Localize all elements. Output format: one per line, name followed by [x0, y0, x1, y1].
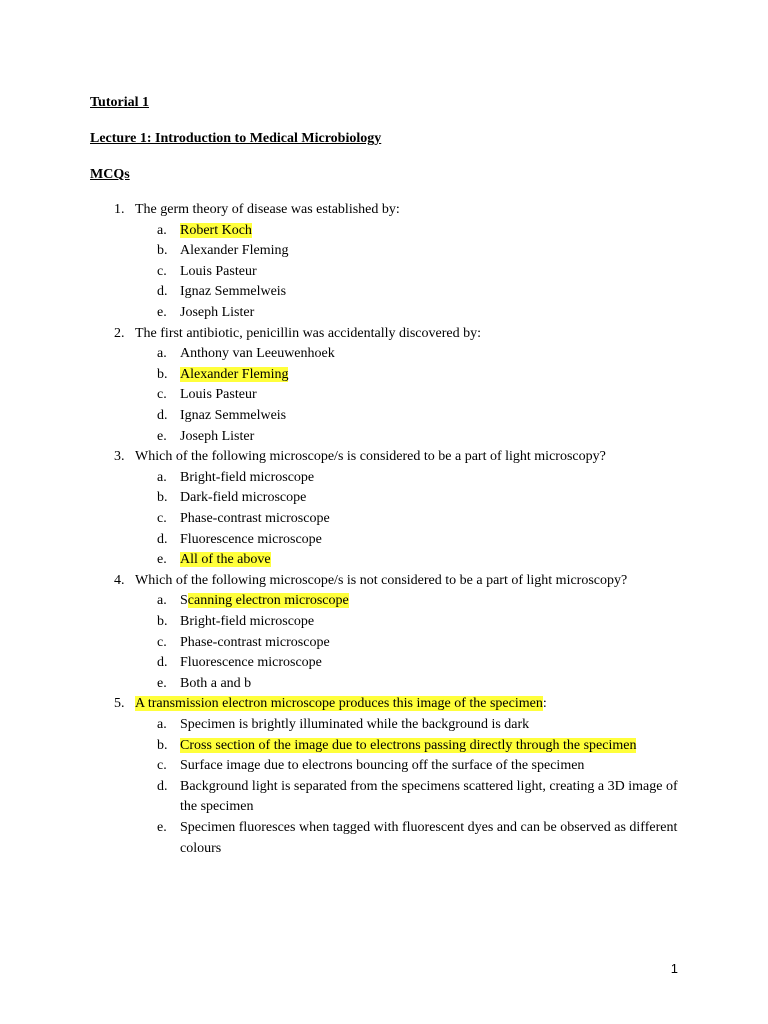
option-a	[0, 715, 768, 736]
option-letter: c.	[157, 387, 167, 403]
question-text: The first antibiotic, penicillin was accidentally discovered by:	[135, 325, 482, 341]
option-text-highlighted: canning electron microscope	[187, 593, 349, 609]
question-5	[0, 694, 768, 859]
option-text: Both a and b	[180, 675, 252, 691]
option-c	[0, 756, 768, 777]
option-letter: a.	[157, 593, 167, 609]
option-text-highlighted: Cross section of the image due to electrons passing directly through the specimen	[180, 737, 637, 753]
option-text-highlighted: Robert Koch	[180, 222, 252, 238]
question-number: 1.	[114, 202, 125, 217]
option-e	[0, 818, 768, 859]
option-letter: a.	[157, 346, 167, 362]
option-b	[0, 612, 768, 633]
option-letter: a.	[157, 469, 167, 485]
option-b	[0, 736, 768, 757]
option-d	[0, 406, 768, 427]
options-list	[0, 468, 768, 571]
option-b	[0, 488, 768, 509]
option-letter: e.	[157, 819, 167, 835]
option-e	[0, 303, 768, 324]
option-text-highlighted: All of the above	[180, 552, 271, 568]
options-list	[0, 221, 768, 324]
option-letter: c.	[157, 510, 167, 526]
question-text: The germ theory of disease was established by:	[135, 202, 400, 217]
option-letter: e.	[157, 552, 167, 568]
option-text: Alexander Fleming	[180, 243, 289, 259]
option-letter: b.	[157, 737, 168, 753]
option-letter: d.	[157, 407, 168, 423]
option-c	[0, 633, 768, 654]
option-letter: a.	[157, 716, 167, 732]
option-text: Dark-field microscope	[180, 490, 307, 506]
option-letter: b.	[157, 490, 168, 506]
option-letter: d.	[157, 655, 168, 671]
option-d	[0, 653, 768, 674]
option-text-prefix: S	[180, 593, 188, 609]
option-text: Louis Pasteur	[180, 263, 257, 279]
option-letter: b.	[157, 613, 168, 629]
option-text: Ignaz Semmelweis	[180, 407, 287, 423]
option-text: Joseph Lister	[180, 428, 255, 444]
page-number: 1	[670, 961, 678, 976]
option-letter: d.	[157, 778, 168, 794]
option-c	[0, 509, 768, 530]
question-2	[0, 324, 768, 448]
option-letter: c.	[157, 263, 167, 279]
question-text: Which of the following microscope/s is considered to be a part of light microscopy?	[135, 449, 606, 465]
option-letter: e.	[157, 675, 167, 691]
option-d	[0, 777, 768, 818]
option-e	[0, 674, 768, 695]
option-text: Surface image due to electrons bouncing off the surface of the specimen	[180, 758, 585, 774]
option-text: Fluorescence microscope	[180, 531, 322, 547]
option-b	[0, 241, 768, 262]
question-3	[0, 447, 768, 571]
question-text-highlighted: A transmission electron microscope produces this image of the specimen	[135, 696, 543, 712]
question-number: 5.	[114, 696, 125, 712]
options-list	[0, 715, 768, 859]
option-c	[0, 262, 768, 283]
option-letter: d.	[157, 284, 168, 300]
option-a	[0, 591, 768, 612]
option-a	[0, 468, 768, 489]
tutorial-title: Tutorial 1	[90, 95, 149, 110]
options-list	[0, 591, 768, 694]
option-letter: e.	[157, 304, 167, 320]
option-letter: b.	[157, 366, 168, 382]
lecture-title: Lecture 1: Introduction to Medical Microbiology	[90, 131, 382, 146]
option-a	[0, 344, 768, 365]
option-text: Bright-field microscope	[180, 469, 315, 485]
question-number: 2.	[114, 325, 125, 341]
option-a	[0, 221, 768, 242]
option-letter: c.	[157, 758, 167, 774]
question-number: 3.	[114, 449, 125, 465]
option-letter: c.	[157, 634, 167, 650]
option-text: Phase-contrast microscope	[180, 510, 330, 526]
option-text: Louis Pasteur	[180, 387, 257, 403]
option-text: Joseph Lister	[180, 304, 255, 320]
option-letter: a.	[157, 222, 167, 238]
option-d	[0, 282, 768, 303]
question-1	[0, 200, 768, 324]
option-letter: e.	[157, 428, 167, 444]
question-text: Which of the following microscope/s is not considered to be a part of light microscopy?	[135, 572, 628, 588]
question-number: 4.	[114, 572, 125, 588]
option-c	[0, 385, 768, 406]
option-text: Background light is separated from the specimens scattered light, creating a 3D image of the specimen	[180, 778, 678, 815]
option-text: Bright-field microscope	[180, 613, 315, 629]
option-text: Fluorescence microscope	[180, 655, 322, 671]
option-e	[0, 550, 768, 571]
section-title: MCQs	[90, 167, 130, 182]
option-b	[0, 365, 768, 386]
option-text: Specimen fluoresces when tagged with fluorescent dyes and can be observed as different colours	[180, 819, 678, 856]
option-text: Anthony van Leeuwenhoek	[180, 346, 335, 362]
question-text-tail: :	[542, 696, 547, 712]
options-list	[0, 344, 768, 447]
question-4	[0, 571, 768, 695]
option-text: Specimen is brightly illuminated while the background is dark	[180, 716, 530, 732]
option-letter: b.	[157, 243, 168, 259]
option-text: Ignaz Semmelweis	[180, 284, 287, 300]
option-e	[0, 427, 768, 448]
option-text: Phase-contrast microscope	[180, 634, 330, 650]
option-d	[0, 530, 768, 551]
option-letter: d.	[157, 531, 168, 547]
option-text-highlighted: Alexander Fleming	[180, 366, 289, 382]
